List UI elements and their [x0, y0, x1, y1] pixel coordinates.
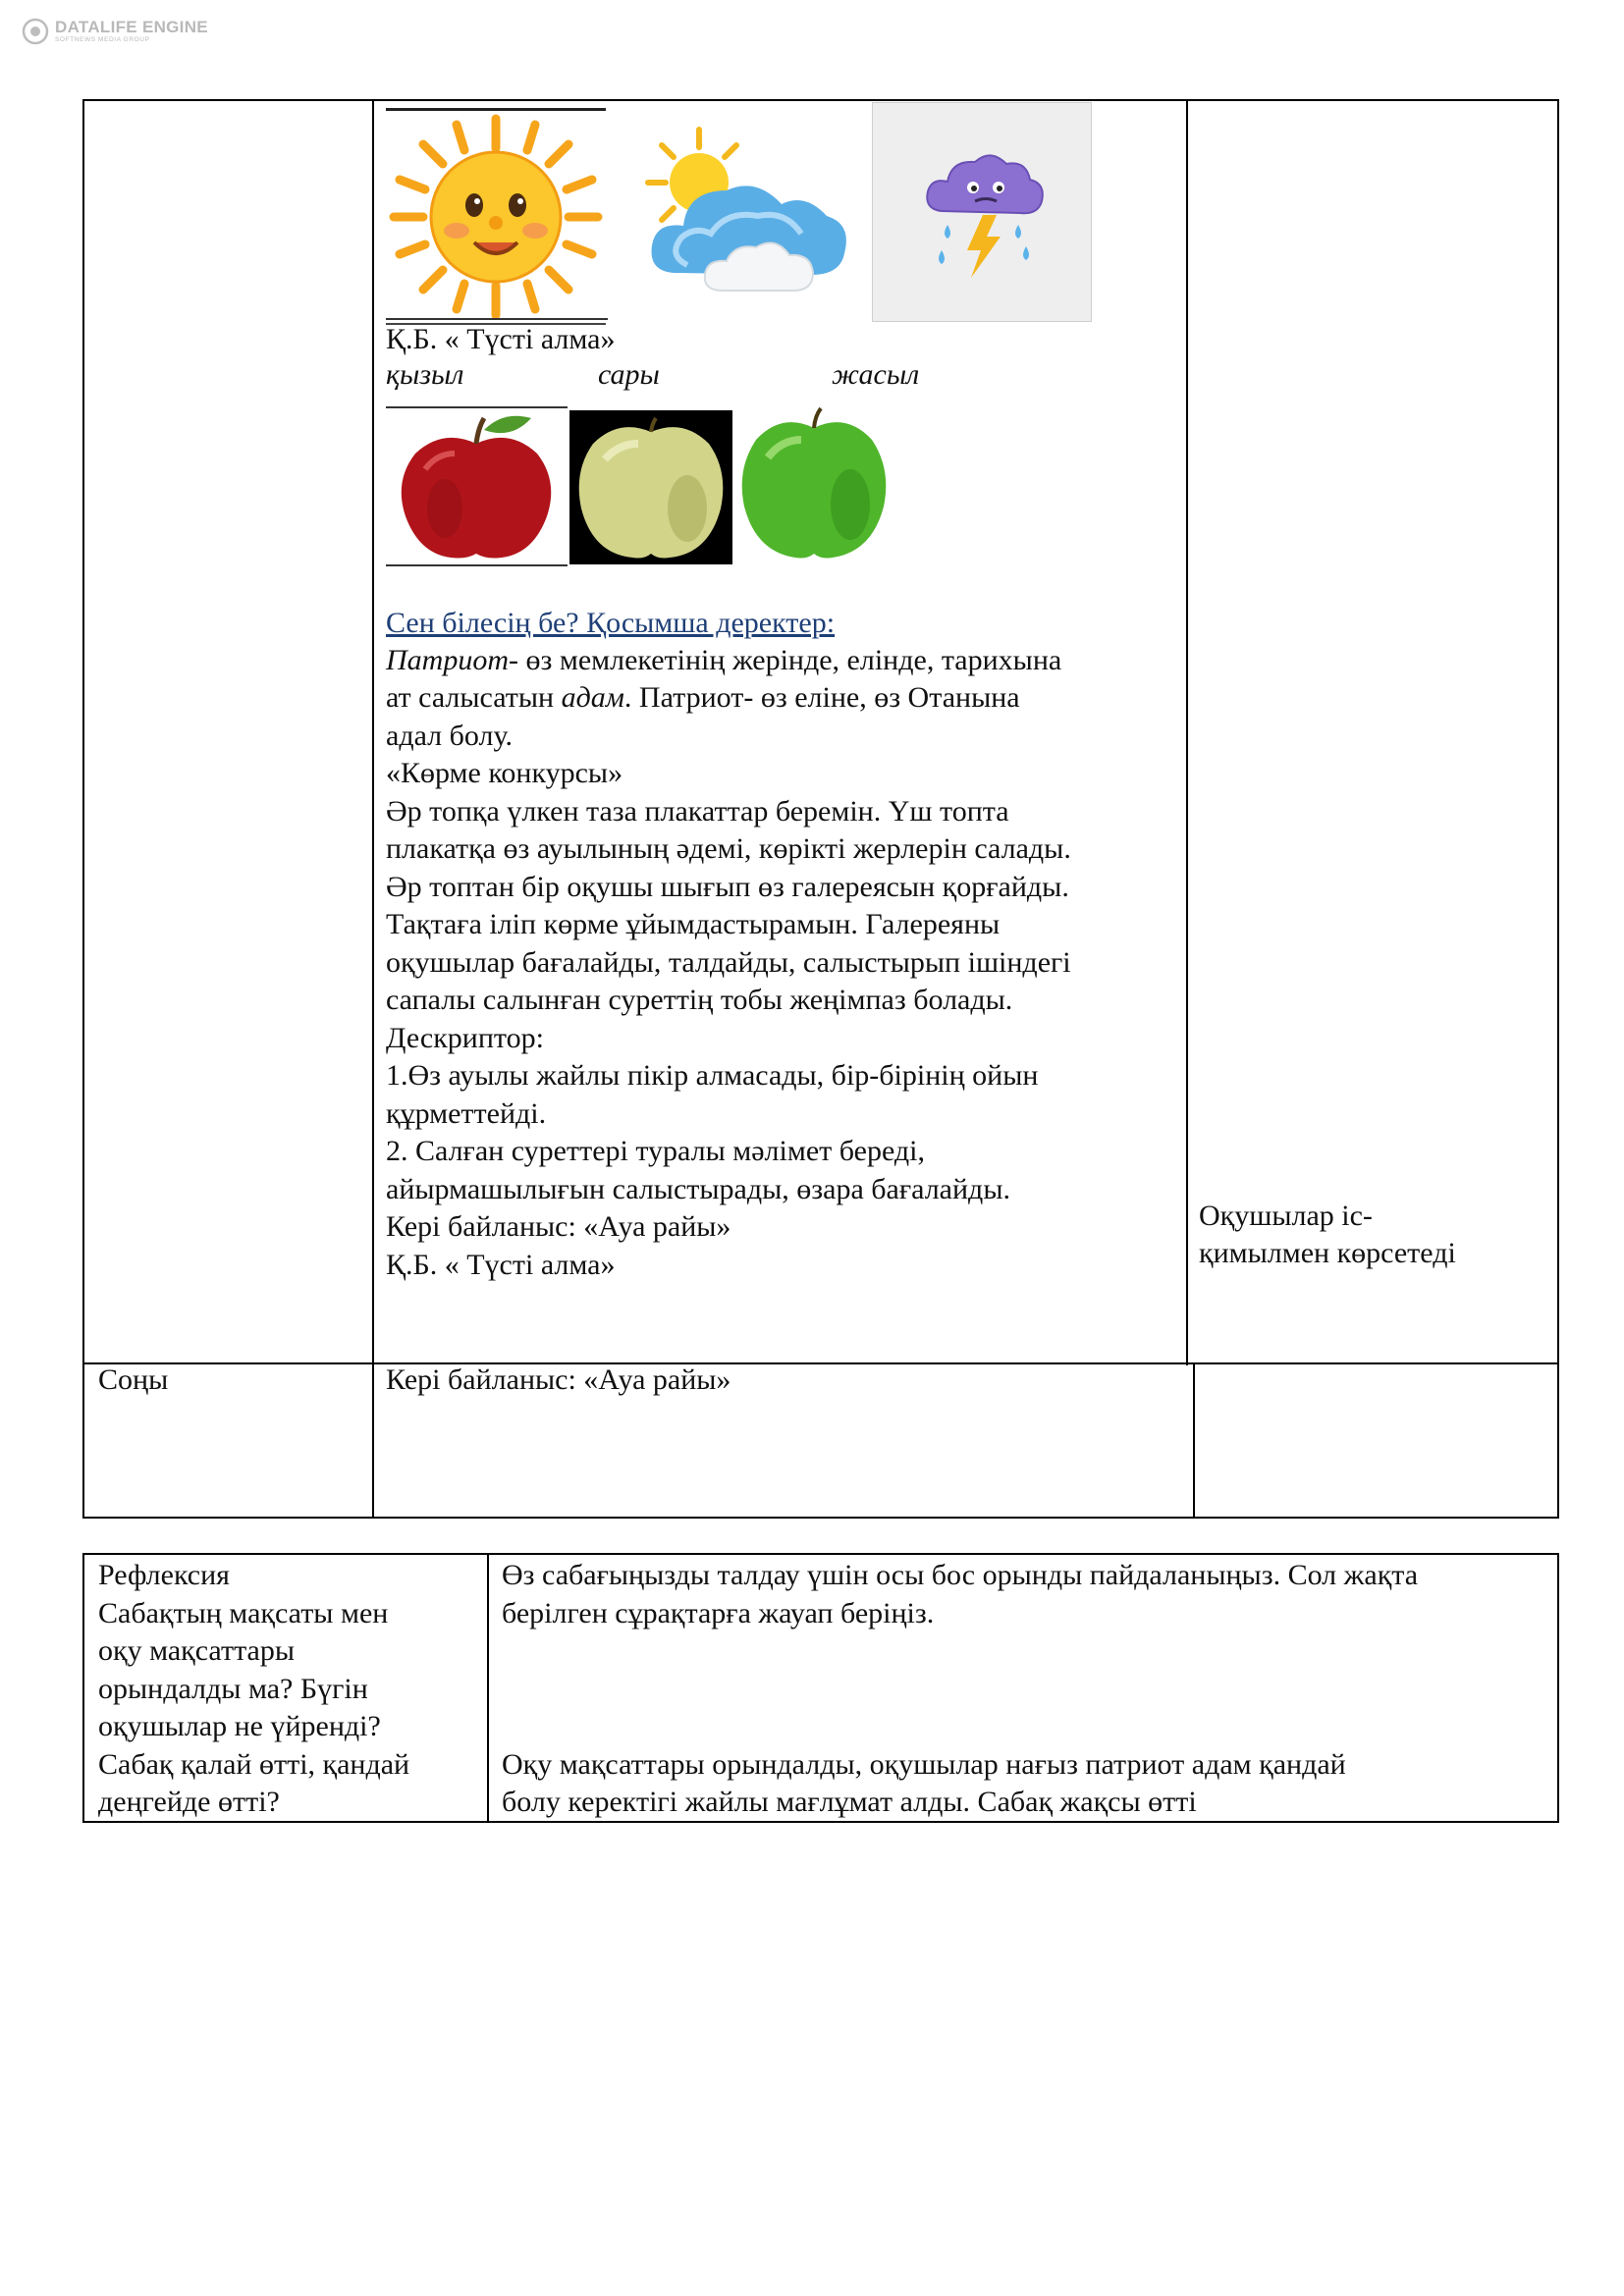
table-divider-col2-upper — [1186, 99, 1188, 1365]
image-underline-1 — [386, 318, 608, 320]
reflection-left-line: оқушылар не үйренді? — [98, 1710, 381, 1742]
reflection-border-top — [82, 1553, 1559, 1555]
body-line: Кері байланыс: «Ауа райы» — [386, 1210, 731, 1243]
body-line: 2. Салған суреттері туралы мәлімет береді, — [386, 1135, 925, 1167]
reflection-left-line: Сабақ қалай өтті, қандай — [98, 1748, 410, 1781]
table-border-left — [82, 99, 84, 1519]
adam-term: адам — [561, 681, 624, 714]
patriot-definition-text: - өз мемлекетінің жерінде, елінде, тарихына — [509, 644, 1062, 676]
body-line: Әр топтан бір оқушы шығып өз галереясын қорғайды. — [386, 871, 1069, 903]
patriot-definition-line-1 — [386, 642, 1061, 680]
reflection-left-line: Сабақтың мақсаты мен — [98, 1597, 389, 1629]
reflection-instruction-line: берілген сұрақтарға жауап беріңіз. — [502, 1597, 935, 1629]
reflection-instruction-line: Өз сабағыңызды талдау үшін осы бос орынды пайдаланыңыз. Сол жақта — [502, 1559, 1419, 1591]
end-row-text: Кері байланыс: «Ауа райы» — [386, 1363, 731, 1396]
reflection-divider — [487, 1553, 489, 1823]
body-line: сапалы салынған суреттің тобы жеңімпаз болады. — [386, 984, 1013, 1016]
body-line: құрметтейді. — [386, 1097, 547, 1130]
patriot-term: Патриот — [386, 644, 509, 676]
table-border-right — [1557, 99, 1559, 1519]
table-row-divider — [82, 1362, 1559, 1364]
reflection-left-line: деңгейде өтті? — [98, 1786, 280, 1818]
patriot-line2-pre: ат салысатын — [386, 681, 562, 714]
body-line: Әр топқа үлкен таза плакаттар беремін. Үш топта — [386, 795, 1009, 828]
right-note-line-2: қимылмен көрсетеді — [1199, 1237, 1456, 1269]
green-apple-image — [734, 402, 893, 564]
storm-cloud-image — [872, 102, 1092, 322]
body-line: Тақтаға іліп көрме ұйымдастырамын. Галереяны — [386, 908, 1001, 940]
yellow-apple-image — [569, 410, 732, 564]
body-line: Қ.Б. « Түсті алма» — [386, 1249, 616, 1281]
apple-label-red: қызыл — [386, 358, 464, 391]
patriot-line2-rest: . Патриот- өз еліне, өз Отанына — [623, 681, 1020, 714]
watermark-subtitle: SOFTNEWS MEDIA GROUP — [55, 36, 150, 44]
watermark-title: DATALIFE ENGINE — [55, 18, 208, 37]
reflection-border-left — [82, 1553, 84, 1823]
patriot-definition-line-2 — [386, 679, 1020, 718]
reflection-left-line: орындалды ма? Бүгін — [98, 1673, 368, 1705]
body-line: 1.Өз ауылы жайлы пікір алмасады, бір-бірінің ойын — [386, 1059, 1039, 1092]
apple-label-green: жасыл — [832, 358, 920, 391]
end-row-label: Соңы — [98, 1363, 169, 1396]
body-line: айырмашылығын салыстырады, өзара бағалайды. — [386, 1173, 1010, 1205]
table-divider-col2-lower — [1193, 1363, 1195, 1519]
info-heading-link[interactable]: Сен білесің бе? Қосымша деректер: — [386, 607, 836, 639]
eye-logo-icon — [22, 18, 49, 45]
body-line: оқушылар бағалайды, талдайды, салыстырып ішіндегі — [386, 946, 1071, 979]
reflection-answer-line: Оқу мақсаттары орындалды, оқушылар нағыз патриот адам қандай — [502, 1748, 1346, 1781]
reflection-answer-line: болу керектігі жайлы мағлұмат алды. Сабақ жақсы өтті — [502, 1786, 1197, 1818]
body-line: Дескриптор: — [386, 1022, 544, 1054]
sun-image — [386, 108, 606, 325]
image-underline-2 — [386, 406, 568, 408]
reflection-left-line: Рефлексия — [98, 1559, 230, 1591]
sun-cloud-image — [609, 108, 868, 320]
body-line: адал болу. — [386, 720, 513, 752]
reflection-left-line: оқу мақсаттары — [98, 1634, 296, 1667]
apple-label-yellow: сары — [598, 358, 660, 391]
body-line: «Көрме конкурсы» — [386, 757, 623, 789]
datalife-watermark — [22, 18, 208, 45]
red-apple-image — [386, 410, 568, 566]
table-divider-col1 — [372, 99, 374, 1519]
right-note-line-1: Оқушылар іс- — [1199, 1200, 1373, 1232]
body-line: плакатқа өз ауылының әдемі, көрікті жерлерін салады. — [386, 832, 1071, 865]
table-border-bottom — [82, 1517, 1559, 1519]
table-border-top — [82, 99, 1559, 101]
reflection-border-right — [1557, 1553, 1559, 1823]
kb-title-1: Қ.Б. « Түсті алма» — [386, 323, 616, 355]
